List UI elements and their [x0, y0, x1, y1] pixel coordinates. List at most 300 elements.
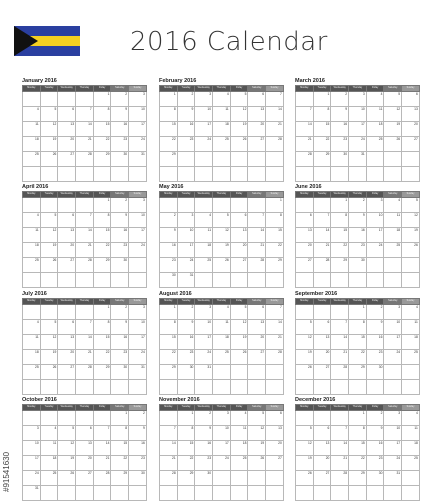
day-cell: 30: [366, 471, 384, 486]
week-row: [296, 107, 420, 122]
day-cell: [76, 305, 94, 320]
day-cell: [248, 152, 266, 167]
day-cell: [384, 486, 402, 501]
day-cell: 29: [93, 152, 111, 167]
week-row: [296, 258, 420, 273]
week-row: [23, 441, 147, 456]
day-cell: 13: [58, 228, 76, 243]
week-row: [160, 92, 284, 107]
day-cell: 15: [266, 228, 284, 243]
day-cell: 3: [195, 92, 213, 107]
day-cell: 4: [366, 92, 384, 107]
day-cell: 20: [76, 456, 94, 471]
weekday-label: Sunday: [266, 86, 284, 92]
day-cell: 19: [248, 441, 266, 456]
month-grid: [159, 85, 284, 182]
day-cell: [266, 471, 284, 486]
day-cell: 26: [40, 152, 58, 167]
day-cell: 22: [111, 456, 129, 471]
day-cell: 10: [177, 228, 195, 243]
day-cell: 26: [296, 365, 314, 380]
month-calendar: [22, 291, 146, 395]
month-grid: [22, 404, 147, 501]
day-cell: 12: [40, 335, 58, 350]
weekday-label: Monday: [296, 86, 314, 92]
day-cell: 19: [40, 350, 58, 365]
day-cell: [384, 167, 402, 182]
day-cell: 30: [111, 365, 129, 380]
day-cell: [195, 486, 213, 501]
day-cell: 27: [313, 471, 331, 486]
day-cell: 3: [366, 198, 384, 213]
day-cell: 5: [248, 411, 266, 426]
day-cell: 24: [177, 258, 195, 273]
day-cell: 11: [366, 107, 384, 122]
week-row: [296, 411, 420, 426]
day-cell: 20: [58, 350, 76, 365]
week-row: [296, 456, 420, 471]
week-row: [160, 411, 284, 426]
week-row: [296, 335, 420, 350]
day-cell: 6: [248, 92, 266, 107]
month-calendar: [22, 78, 146, 182]
day-cell: 16: [177, 335, 195, 350]
day-cell: [230, 365, 248, 380]
day-cell: 17: [384, 335, 402, 350]
day-cell: [331, 380, 349, 395]
month-calendar: [159, 78, 283, 182]
day-cell: [76, 380, 94, 395]
day-cell: 10: [23, 441, 41, 456]
week-row: [23, 273, 147, 288]
day-cell: 18: [402, 441, 420, 456]
weekday-label: Monday: [296, 299, 314, 305]
weekday-label: Sunday: [266, 192, 284, 198]
day-cell: 2: [177, 92, 195, 107]
day-cell: 28: [331, 471, 349, 486]
day-cell: 17: [177, 243, 195, 258]
week-row: [160, 243, 284, 258]
week-row: [160, 152, 284, 167]
day-cell: 29: [313, 152, 331, 167]
day-cell: 22: [349, 456, 367, 471]
day-cell: 4: [402, 305, 420, 320]
day-cell: [160, 198, 178, 213]
day-cell: 5: [230, 305, 248, 320]
weekday-label: Saturday: [384, 299, 402, 305]
weekday-label: Friday: [366, 299, 384, 305]
day-cell: 6: [313, 426, 331, 441]
weekday-label: Thursday: [349, 86, 367, 92]
day-cell: [129, 273, 147, 288]
day-cell: 3: [195, 305, 213, 320]
day-cell: [23, 167, 41, 182]
day-cell: [313, 486, 331, 501]
day-cell: 25: [23, 258, 41, 273]
weekday-label: Tuesday: [40, 299, 58, 305]
day-cell: [331, 273, 349, 288]
day-cell: 18: [23, 350, 41, 365]
day-cell: 31: [129, 365, 147, 380]
day-cell: 9: [111, 320, 129, 335]
day-cell: 4: [195, 213, 213, 228]
day-cell: 2: [177, 305, 195, 320]
week-row: [160, 228, 284, 243]
day-cell: 13: [313, 335, 331, 350]
day-cell: 2: [366, 411, 384, 426]
day-cell: 22: [349, 350, 367, 365]
week-row: [160, 486, 284, 501]
day-cell: 19: [230, 335, 248, 350]
day-cell: 10: [213, 426, 231, 441]
day-cell: [129, 167, 147, 182]
weekday-label: Monday: [296, 192, 314, 198]
day-cell: 7: [248, 213, 266, 228]
day-cell: 14: [76, 228, 94, 243]
day-cell: [23, 411, 41, 426]
day-cell: [230, 486, 248, 501]
month-grid: [22, 85, 147, 182]
day-cell: 3: [213, 411, 231, 426]
day-cell: [76, 486, 94, 501]
day-cell: 13: [58, 122, 76, 137]
day-cell: 4: [213, 92, 231, 107]
month-calendar: [295, 291, 419, 395]
day-cell: 2: [129, 411, 147, 426]
day-cell: 18: [402, 335, 420, 350]
day-cell: 1: [313, 92, 331, 107]
month-grid: [22, 298, 147, 395]
day-cell: [111, 486, 129, 501]
week-row: [296, 152, 420, 167]
weekday-label: Thursday: [213, 299, 231, 305]
day-cell: 5: [40, 320, 58, 335]
day-cell: [76, 198, 94, 213]
week-row: [160, 258, 284, 273]
week-row: [160, 426, 284, 441]
day-cell: 2: [160, 213, 178, 228]
day-cell: [331, 411, 349, 426]
day-cell: [93, 411, 111, 426]
weekday-label: Wednesday: [331, 405, 349, 411]
week-row: [160, 305, 284, 320]
month-title: May 2016: [159, 184, 184, 190]
day-cell: 1: [349, 305, 367, 320]
day-cell: 3: [129, 305, 147, 320]
weekday-label: Wednesday: [331, 192, 349, 198]
week-row: [23, 426, 147, 441]
day-cell: [349, 380, 367, 395]
day-cell: 20: [248, 122, 266, 137]
week-row: [296, 92, 420, 107]
day-cell: 28: [93, 471, 111, 486]
day-cell: 12: [384, 107, 402, 122]
day-cell: [384, 258, 402, 273]
day-cell: 10: [129, 320, 147, 335]
day-cell: 1: [93, 198, 111, 213]
day-cell: 12: [40, 228, 58, 243]
day-cell: 10: [195, 107, 213, 122]
day-cell: [402, 152, 420, 167]
day-cell: 21: [93, 456, 111, 471]
day-cell: [248, 471, 266, 486]
day-cell: 5: [296, 426, 314, 441]
day-cell: 30: [111, 258, 129, 273]
day-cell: 28: [248, 258, 266, 273]
day-cell: 26: [384, 137, 402, 152]
day-cell: 8: [93, 320, 111, 335]
day-cell: [349, 273, 367, 288]
week-row: [296, 471, 420, 486]
day-cell: [40, 380, 58, 395]
day-cell: 16: [195, 441, 213, 456]
day-cell: 21: [76, 350, 94, 365]
day-cell: 12: [230, 320, 248, 335]
weekday-label: Wednesday: [331, 86, 349, 92]
day-cell: 7: [296, 107, 314, 122]
day-cell: [384, 380, 402, 395]
day-cell: 29: [160, 365, 178, 380]
day-cell: [296, 273, 314, 288]
day-cell: 23: [111, 243, 129, 258]
day-cell: [160, 411, 178, 426]
weekday-label: Tuesday: [177, 192, 195, 198]
day-cell: [384, 152, 402, 167]
day-cell: [195, 273, 213, 288]
day-cell: 31: [129, 152, 147, 167]
month-grid: [295, 298, 420, 395]
day-cell: 11: [23, 122, 41, 137]
month-calendar: [295, 78, 419, 182]
day-cell: 21: [331, 456, 349, 471]
weekday-label: Friday: [366, 86, 384, 92]
day-cell: [331, 486, 349, 501]
week-row: [23, 305, 147, 320]
day-cell: 2: [195, 411, 213, 426]
day-cell: 25: [23, 152, 41, 167]
day-cell: 23: [111, 350, 129, 365]
weekday-label: Friday: [93, 86, 111, 92]
month-title: December 2016: [295, 397, 336, 403]
day-cell: [129, 380, 147, 395]
day-cell: 29: [160, 152, 178, 167]
day-cell: 23: [195, 456, 213, 471]
day-cell: [296, 167, 314, 182]
day-cell: 7: [93, 426, 111, 441]
day-cell: 25: [384, 243, 402, 258]
day-cell: [266, 365, 284, 380]
day-cell: 13: [313, 441, 331, 456]
day-cell: 14: [331, 335, 349, 350]
day-cell: 24: [129, 243, 147, 258]
day-cell: 8: [349, 426, 367, 441]
day-cell: [160, 167, 178, 182]
day-cell: 22: [177, 456, 195, 471]
weekday-label: Tuesday: [177, 299, 195, 305]
week-row: [23, 365, 147, 380]
week-row: [23, 456, 147, 471]
day-cell: [248, 198, 266, 213]
day-cell: 4: [23, 213, 41, 228]
day-cell: 28: [76, 258, 94, 273]
day-cell: 6: [58, 320, 76, 335]
day-cell: 8: [266, 213, 284, 228]
day-cell: 18: [195, 243, 213, 258]
day-cell: 20: [58, 137, 76, 152]
weekday-label: Sunday: [402, 405, 420, 411]
day-cell: 27: [313, 365, 331, 380]
day-cell: 16: [111, 335, 129, 350]
weekday-label: Wednesday: [58, 405, 76, 411]
day-cell: [402, 380, 420, 395]
day-cell: [366, 486, 384, 501]
day-cell: 17: [349, 122, 367, 137]
day-cell: 27: [58, 152, 76, 167]
month-title: June 2016: [295, 184, 322, 190]
day-cell: [195, 198, 213, 213]
day-cell: 12: [58, 441, 76, 456]
month-grid: [159, 298, 284, 395]
weekday-label: Saturday: [111, 299, 129, 305]
day-cell: 8: [177, 426, 195, 441]
day-cell: 16: [349, 228, 367, 243]
weekday-label: Sunday: [129, 299, 147, 305]
day-cell: 28: [296, 152, 314, 167]
day-cell: 27: [58, 365, 76, 380]
day-cell: 11: [23, 228, 41, 243]
day-cell: 14: [160, 441, 178, 456]
day-cell: 15: [111, 441, 129, 456]
day-cell: 5: [384, 92, 402, 107]
day-cell: 24: [384, 456, 402, 471]
day-cell: 15: [177, 441, 195, 456]
day-cell: 30: [160, 273, 178, 288]
day-cell: 17: [129, 335, 147, 350]
day-cell: 12: [296, 335, 314, 350]
day-cell: [195, 152, 213, 167]
day-cell: 2: [111, 198, 129, 213]
month-calendar: [22, 397, 146, 501]
weekday-label: Sunday: [402, 86, 420, 92]
day-cell: 26: [40, 365, 58, 380]
day-cell: 23: [177, 350, 195, 365]
day-cell: [266, 380, 284, 395]
day-cell: 5: [296, 320, 314, 335]
weekday-label: Wednesday: [195, 192, 213, 198]
day-cell: 12: [248, 426, 266, 441]
weekday-label: Friday: [93, 192, 111, 198]
weekday-label: Thursday: [213, 192, 231, 198]
day-cell: 26: [402, 243, 420, 258]
weekday-label: Wednesday: [195, 299, 213, 305]
weekday-label: Friday: [366, 192, 384, 198]
day-cell: 18: [40, 456, 58, 471]
day-cell: 3: [23, 426, 41, 441]
day-cell: 22: [266, 243, 284, 258]
day-cell: [313, 198, 331, 213]
day-cell: 13: [248, 320, 266, 335]
weekday-label: Thursday: [76, 192, 94, 198]
day-cell: 24: [23, 471, 41, 486]
day-cell: 27: [266, 456, 284, 471]
bahamas-flag-icon: [14, 26, 80, 56]
day-cell: [111, 273, 129, 288]
day-cell: 7: [76, 213, 94, 228]
day-cell: 21: [76, 243, 94, 258]
day-cell: 11: [40, 441, 58, 456]
weekday-label: Thursday: [349, 192, 367, 198]
day-cell: [76, 167, 94, 182]
weekday-label: Wednesday: [58, 192, 76, 198]
weekday-label: Saturday: [384, 192, 402, 198]
day-cell: 13: [76, 441, 94, 456]
day-cell: 29: [93, 365, 111, 380]
page-title: 2016 Calendar: [130, 27, 328, 57]
day-cell: 18: [23, 137, 41, 152]
day-cell: [296, 92, 314, 107]
week-row: [23, 380, 147, 395]
weekday-label: Wednesday: [58, 299, 76, 305]
day-cell: 14: [266, 107, 284, 122]
week-row: [23, 350, 147, 365]
day-cell: 25: [230, 456, 248, 471]
day-cell: 29: [266, 258, 284, 273]
day-cell: [248, 380, 266, 395]
day-cell: 6: [248, 305, 266, 320]
day-cell: 12: [230, 107, 248, 122]
day-cell: [177, 380, 195, 395]
day-cell: 7: [76, 107, 94, 122]
day-cell: 19: [40, 137, 58, 152]
day-cell: 20: [402, 122, 420, 137]
weekday-label: Monday: [160, 86, 178, 92]
day-cell: 16: [160, 243, 178, 258]
month-title: August 2016: [159, 291, 192, 297]
day-cell: 31: [384, 471, 402, 486]
week-row: [160, 273, 284, 288]
weekday-label: Sunday: [129, 405, 147, 411]
weekday-label: Tuesday: [40, 86, 58, 92]
day-cell: 23: [366, 456, 384, 471]
day-cell: 31: [195, 365, 213, 380]
day-cell: [366, 258, 384, 273]
day-cell: [58, 92, 76, 107]
day-cell: 4: [40, 426, 58, 441]
week-row: [160, 456, 284, 471]
day-cell: 25: [213, 350, 231, 365]
day-cell: 12: [402, 213, 420, 228]
week-row: [23, 198, 147, 213]
weekday-label: Friday: [230, 86, 248, 92]
day-cell: 8: [331, 213, 349, 228]
day-cell: 28: [266, 137, 284, 152]
week-row: [296, 426, 420, 441]
day-cell: 14: [76, 335, 94, 350]
day-cell: 18: [230, 441, 248, 456]
day-cell: 27: [402, 137, 420, 152]
day-cell: [76, 411, 94, 426]
day-cell: [93, 273, 111, 288]
day-cell: [76, 92, 94, 107]
weekday-label: Monday: [160, 192, 178, 198]
day-cell: 2: [111, 305, 129, 320]
day-cell: [58, 198, 76, 213]
day-cell: 13: [248, 107, 266, 122]
day-cell: 8: [349, 320, 367, 335]
day-cell: 17: [195, 335, 213, 350]
day-cell: [266, 486, 284, 501]
weekday-label: Thursday: [349, 405, 367, 411]
